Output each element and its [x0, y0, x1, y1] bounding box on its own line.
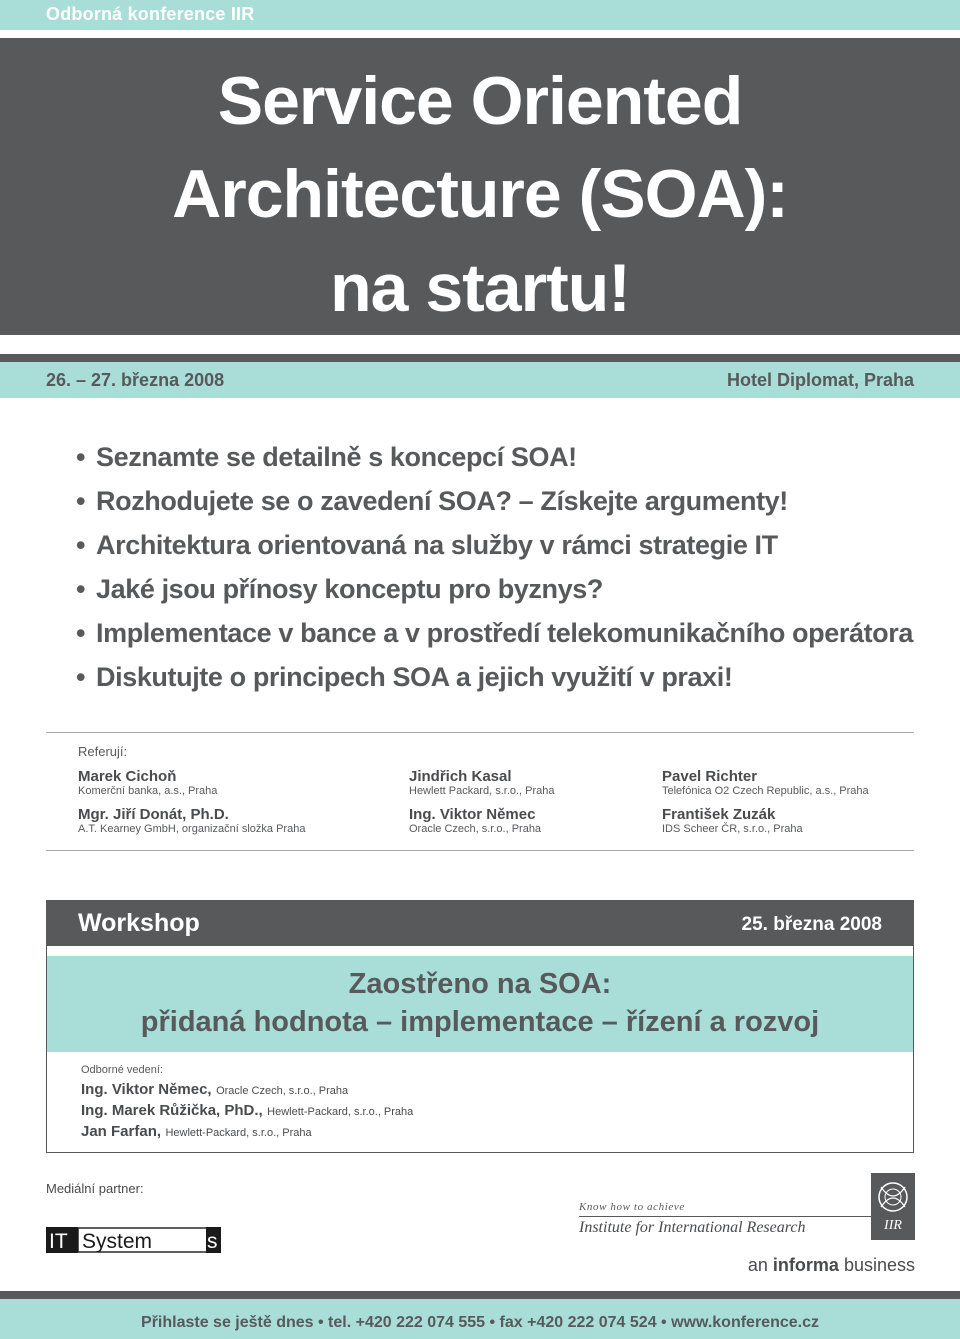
speakers-label: Referují:	[78, 744, 128, 759]
speaker-name: Marek Cichoň	[78, 768, 177, 785]
bullet-icon: •	[76, 574, 86, 604]
speaker-org: Hewlett Packard, s.r.o., Praha	[409, 785, 555, 797]
list-item: • Jaké jsou přínosy konceptu pro byznys?	[76, 567, 936, 611]
bullet-icon: •	[76, 442, 86, 472]
iir-logo-box	[871, 1173, 915, 1240]
bullet-icon: •	[76, 618, 86, 648]
iir-tagline: Know how to achieve	[579, 1201, 685, 1213]
bullet-icon: •	[76, 662, 86, 692]
title-line-1: Service Oriented	[217, 63, 743, 139]
event-venue: Hotel Diplomat, Praha	[726, 370, 914, 390]
speaker-card	[409, 806, 541, 835]
speaker-org: A.T. Kearney GmbH, organizační složka Praha	[78, 823, 306, 835]
list-item: • Diskutujte o principech SOA a jejich využití v praxi!	[76, 655, 936, 699]
speaker-card	[662, 806, 803, 835]
iir-name: Institute for International Research	[579, 1219, 806, 1236]
title-line-2: Architecture (SOA):	[172, 156, 788, 232]
speaker-org: Komerční banka, a.s., Praha	[78, 785, 218, 797]
title-block	[0, 38, 960, 335]
speakers-top-rule	[46, 732, 914, 733]
svg-text:IT: IT	[49, 1230, 68, 1253]
speaker-name: František Zuzák	[662, 806, 776, 823]
lead-name: Jan Farfan,	[81, 1123, 162, 1140]
itsystems-logo	[46, 1227, 221, 1253]
iir-rule	[579, 1216, 871, 1217]
lead-org: Hewlett-Packard, s.r.o., Praha	[165, 1127, 312, 1139]
lead-org: Hewlett-Packard, s.r.o., Praha	[267, 1106, 414, 1118]
workshop-lead-label: Odborné vedení:	[81, 1064, 163, 1076]
list-item: • Rozhodujete se o zavedení SOA? – Získejte argumenty!	[76, 479, 936, 523]
workshop-header	[46, 900, 914, 946]
workshop-title-line-2: přidaná hodnota – implementace – řízení a rozvoj	[140, 1006, 820, 1038]
iir-box-label: IIR	[884, 1218, 902, 1233]
iir-emblem-icon	[871, 1175, 915, 1219]
speaker-name: Ing. Viktor Němec	[409, 806, 536, 823]
footer-strip	[0, 1299, 960, 1339]
speaker-card	[78, 768, 217, 797]
speaker-card	[409, 768, 555, 797]
title-line-3: na startu!	[330, 250, 630, 326]
lead-org: Oracle Czech, s.r.o., Praha	[216, 1085, 349, 1097]
list-item: • Implementace v bance a v prostředí telekomunikačního operátora	[76, 611, 936, 655]
speaker-org: IDS Scheer ČR, s.r.o., Praha	[662, 823, 803, 835]
svg-text:s: s	[207, 1230, 218, 1253]
lead-name: Ing. Viktor Němec,	[81, 1081, 212, 1098]
svg-text:System: System	[82, 1230, 153, 1253]
bullet-list	[76, 435, 936, 699]
speaker-org: Oracle Czech, s.r.o., Praha	[409, 823, 542, 835]
speaker-org: Telefónica O2 Czech Republic, a.s., Praha	[662, 785, 869, 797]
informa-logo: an informa business	[747, 1255, 915, 1275]
workshop-lead	[81, 1123, 312, 1141]
workshop-title-line-1: Zaostřeno na SOA:	[348, 968, 612, 1000]
workshop-lead	[81, 1081, 348, 1099]
bullet-icon: •	[76, 486, 86, 516]
footer-contact: Přihlaste se ještě dnes • tel. +420 222 074 555 • fax +420 222 074 524 • www.konference.cz	[141, 1314, 819, 1331]
workshop-lead	[81, 1102, 413, 1120]
speaker-name: Pavel Richter	[662, 768, 758, 785]
lead-name: Ing. Marek Růžička, PhD.,	[81, 1102, 263, 1119]
workshop-label: Workshop	[78, 909, 200, 937]
date-strip	[0, 362, 960, 398]
event-dates: 26. – 27. března 2008	[46, 370, 225, 390]
media-partner-label: Mediální partner:	[46, 1181, 144, 1196]
speaker-name: Mgr. Jiří Donát, Ph.D.	[78, 806, 229, 823]
list-item: • Seznamte se detailně s koncepcí SOA!	[76, 435, 936, 479]
workshop-title-band	[47, 956, 913, 1052]
divider-dark	[0, 354, 960, 362]
workshop-date: 25. března 2008	[741, 914, 882, 935]
speakers-bottom-rule	[46, 850, 914, 851]
speaker-card	[662, 768, 869, 797]
footer-divider	[0, 1291, 960, 1299]
bullet-icon: •	[76, 530, 86, 560]
top-strip	[0, 0, 960, 30]
conference-label: Odborná konference IIR	[46, 4, 255, 24]
speaker-name: Jindřich Kasal	[409, 768, 512, 785]
speaker-card	[78, 806, 305, 835]
list-item: • Architektura orientovaná na služby v rámci strategie IT	[76, 523, 936, 567]
